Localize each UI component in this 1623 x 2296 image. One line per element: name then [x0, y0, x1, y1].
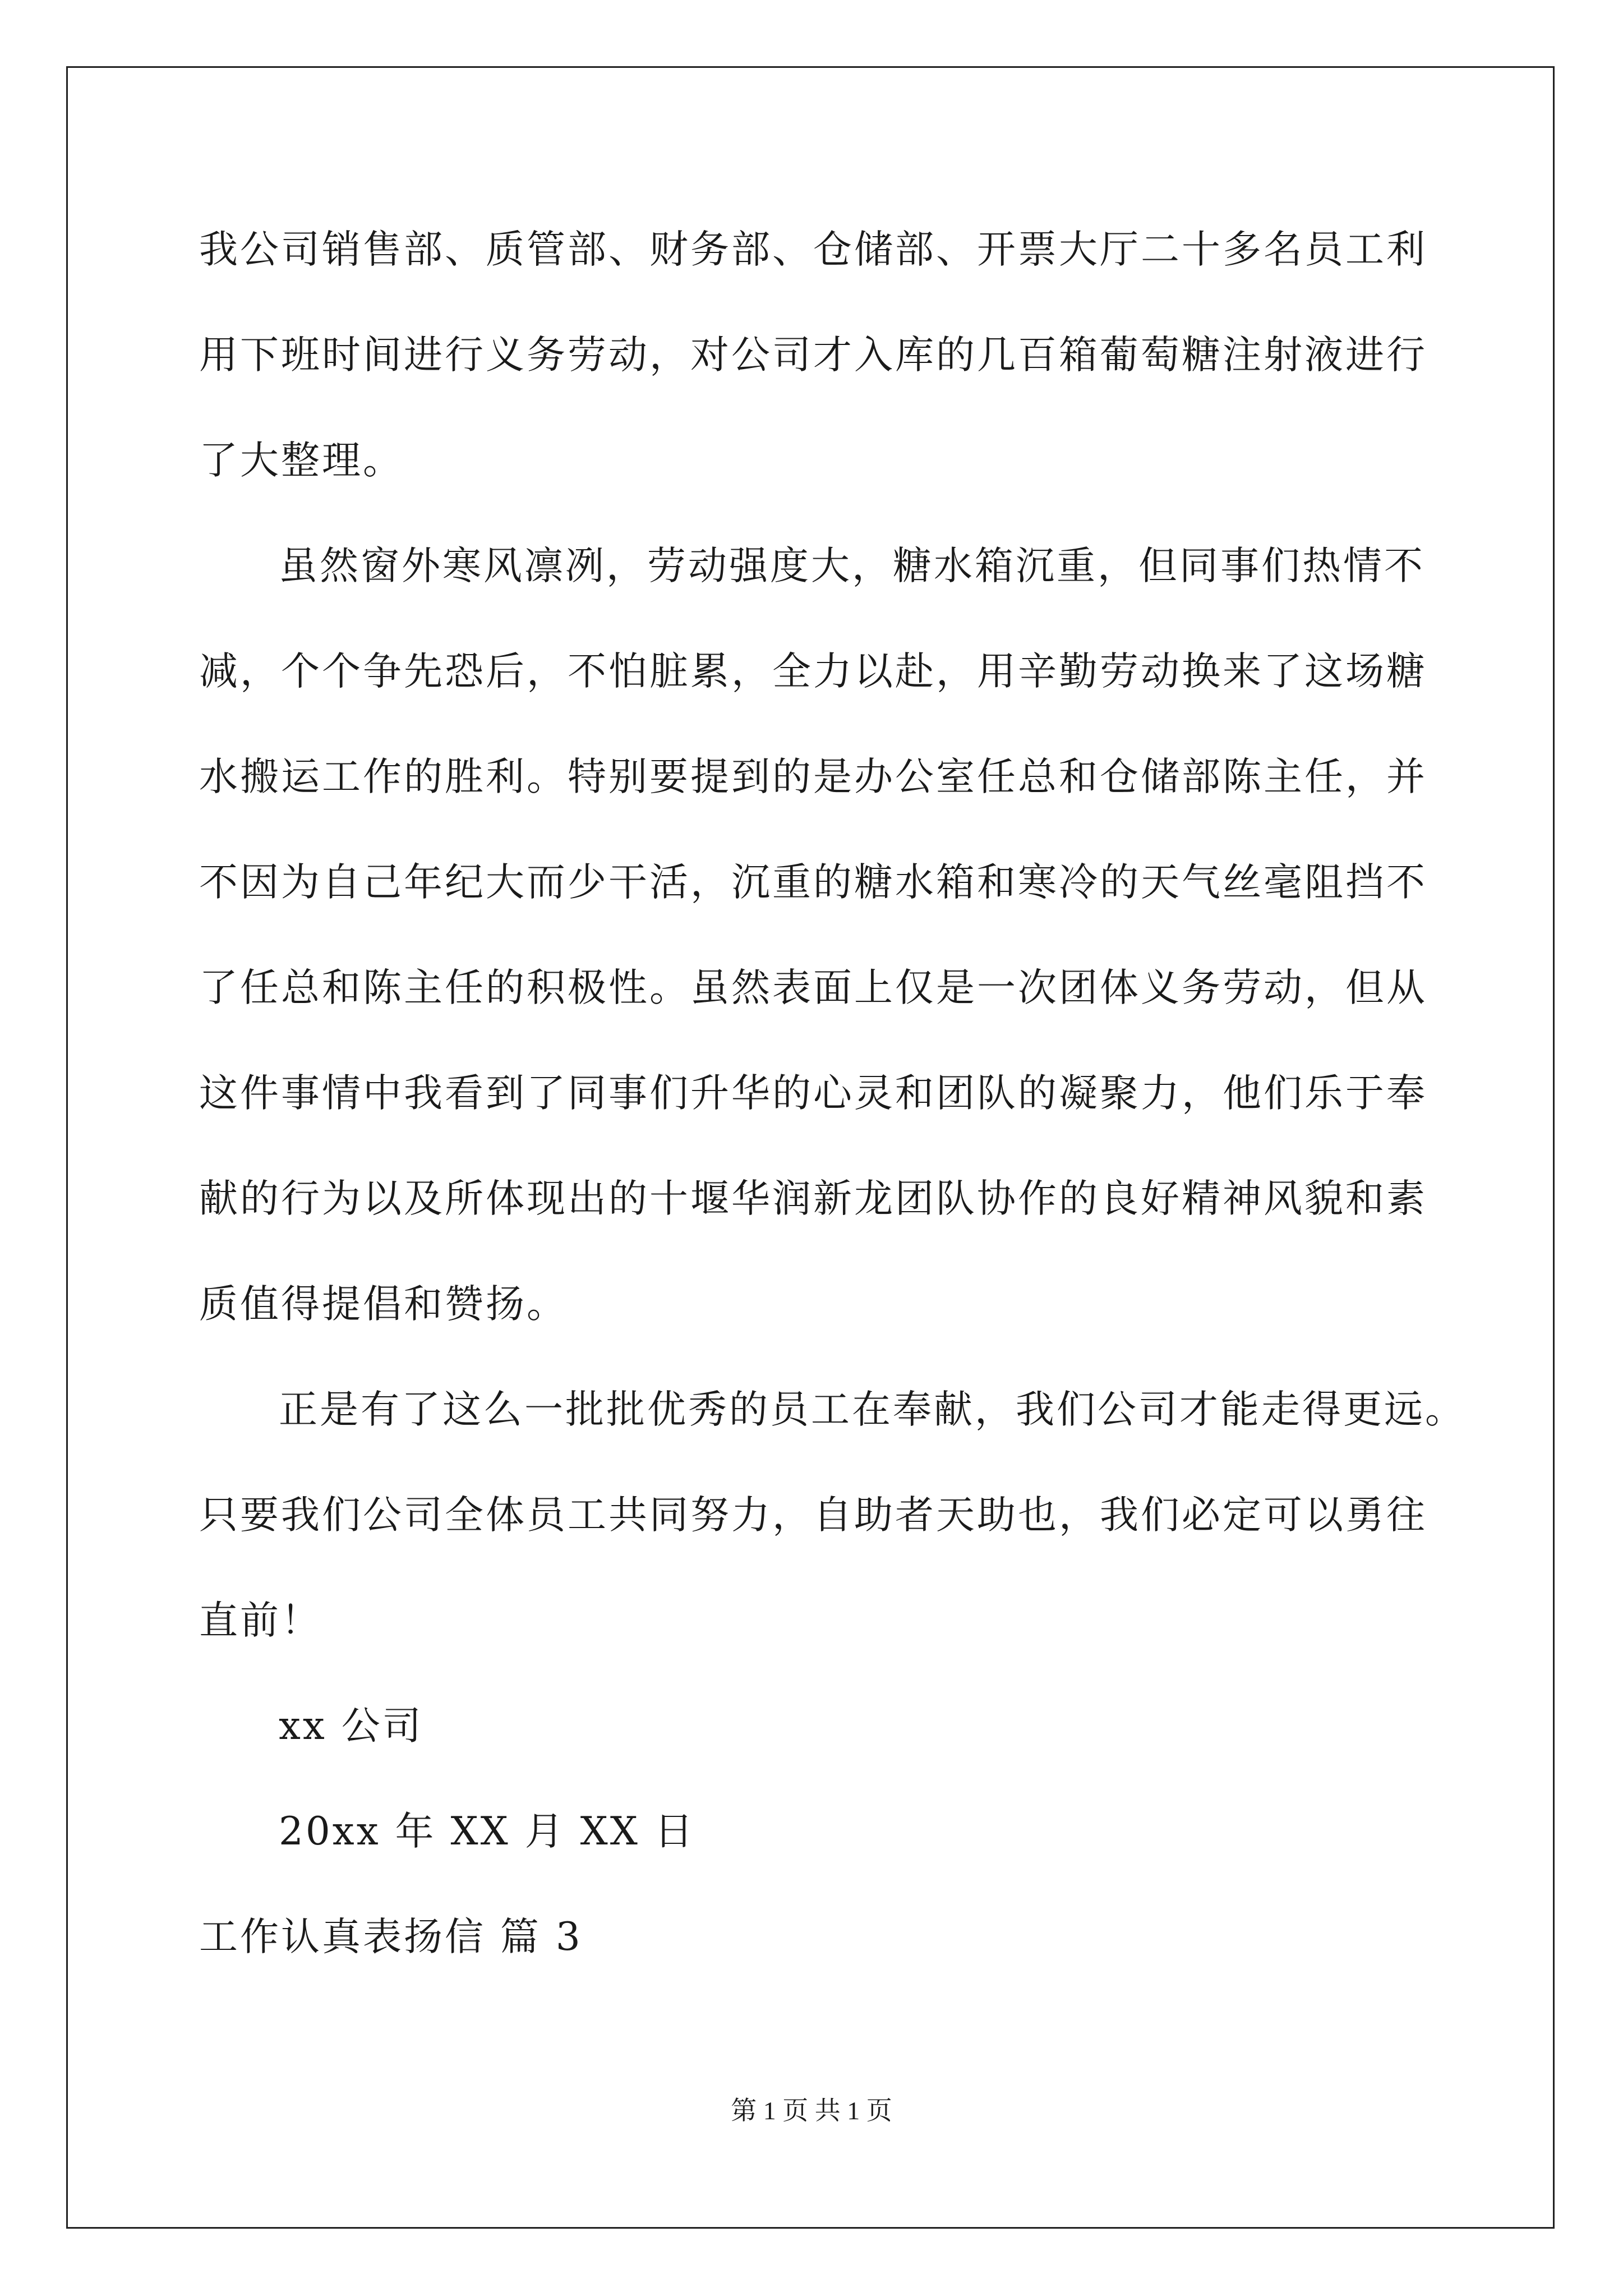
paragraph-line: 献的行为以及所体现出的十堰华润新龙团队协作的良好精神风貌和素 [199, 1176, 1427, 1221]
paragraph-line: 正是有了这么一批批优秀的员工在奉献，我们公司才能走得更远。 [279, 1387, 1466, 1432]
paragraph-line: 只要我们公司全体员工共同努力，自助者天助也，我们必定可以勇往 [199, 1493, 1427, 1538]
paragraph-line: 了任总和陈主任的积极性。虽然表面上仅是一次团体义务劳动，但从 [199, 965, 1427, 1010]
document-body [199, 219, 1466, 2012]
paragraph-line: 减，个个争先恐后，不怕脏累，全力以赴，用辛勤劳动换来了这场糖 [199, 649, 1427, 694]
paragraph-line: 我公司销售部、质管部、财务部、仓储部、开票大厅二十多名员工利 [199, 227, 1427, 272]
paragraph-line: 水搬运工作的胜利。特别要提到的是办公室任总和仓储部陈主任，并 [199, 754, 1427, 799]
paragraph-line: 直前！ [199, 1598, 322, 1643]
paragraph-line: 用下班时间进行义务劳动，对公司才入库的几百箱葡萄糖注射液进行 [199, 333, 1427, 378]
paragraph-line: 了大整理。 [199, 438, 404, 483]
signature-date: 20xx 年 XX 月 XX 日 [279, 1809, 695, 1854]
paragraph-line: 虽然窗外寒风凛冽，劳动强度大，糖水箱沉重，但同事们热情不 [279, 544, 1425, 588]
signature-company: xx 公司 [279, 1704, 423, 1749]
page-footer: 第 1 页 共 1 页 [731, 2096, 892, 2125]
paragraph-line: 这件事情中我看到了同事们升华的心灵和团队的凝聚力，他们乐于奉 [199, 1071, 1427, 1116]
section-heading: 工作认真表扬信 篇 3 [199, 1915, 583, 1959]
paragraph-line: 不因为自己年纪大而少干活，沉重的糖水箱和寒冷的天气丝毫阻挡不 [199, 860, 1427, 905]
paragraph-line: 质值得提倡和赞扬。 [199, 1282, 568, 1327]
